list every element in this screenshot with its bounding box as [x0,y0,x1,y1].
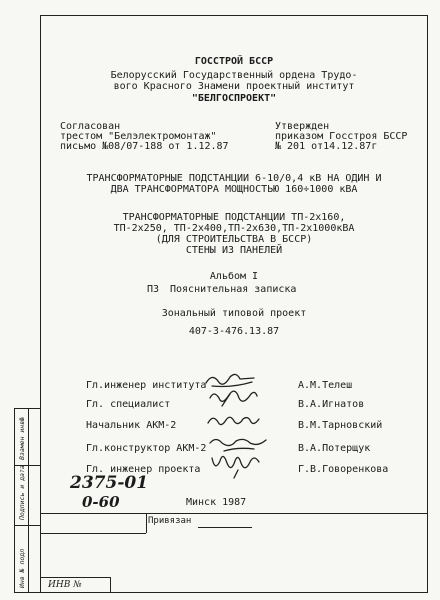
signature-name-1: А.М.Телеш [298,380,353,391]
footer-line-2 [40,533,146,534]
signature-scribble-1 [206,374,254,386]
handwritten-number: 2375-01 [70,473,149,493]
signature-name-4: В.А.Потерщук [298,443,371,454]
signature-role-5: Гл. инженер проекта [86,464,201,475]
side-label-orig-inv: Инв № подл [18,548,26,588]
title-line-1: ТРАНСФОРМАТОРНЫЕ ПОДСТАНЦИИ 6-10/0,4 кВ НА ОДИН И [86,173,382,184]
approved-order: приказом Госстроя БССР [275,131,408,142]
signature-role-2: Гл. специалист [86,399,171,410]
signature-scribble-4 [210,439,266,451]
subtitle-line-4: СТЕНЫ ИЗ ПАНЕЛЕЙ [185,245,283,256]
title-line-2: ДВА ТРАНСФОРМАТОРА МОЩНОСТЬЮ 160÷1000 кВА [110,184,358,195]
subtitle-line-1: ТРАНСФОРМАТОРНЫЕ ПОДСТАНЦИИ ТП-2х160, [122,212,346,223]
album-name: Пояснительная записка [170,284,297,295]
footer-line [40,513,428,514]
institute-name: "БЕЛГОСПРОЕКТ" [191,93,277,104]
footer-divider [146,513,147,533]
side-label-sign-date: Подпись и дата [18,465,26,520]
signature-role-3: Начальник АКМ-2 [86,420,177,431]
side-label-replace-inv: Взамен инв№ [18,416,26,460]
bound-underline [198,527,252,528]
inv-box-side [110,577,111,593]
signature-scribble-2 [210,391,257,406]
signature-name-5: Г.В.Говоренкова [298,464,389,475]
inv-label: ИНВ № [48,580,82,590]
agreed-label: Согласован [60,121,121,132]
signature-scribble-5 [212,456,259,478]
signature-name-3: В.М.Тарновский [298,420,383,431]
institute-line-1: Белорусский Государственный ордена Трудо- [110,70,358,81]
signature-name-2: В.А.Игнатов [298,399,365,410]
institute-line-2: вого Красного Знамени проектный институт [113,81,355,92]
project-number: 407-3-476.13.87 [188,326,280,337]
signature-role-4: Гл.конструктор АКМ-2 [86,443,207,454]
album-code: ПЗ [147,284,160,295]
city-year: Минск 1987 [186,497,247,508]
bound-label: Привязан [148,516,192,526]
project-type: Зональный типовой проект [161,308,307,319]
handwritten-sub: 0-60 [82,493,120,511]
agreed-trust: трестом "Белэлектромонтаж" [60,131,217,142]
org-name: ГОССТРОЙ БССР [194,56,274,67]
agreed-letter: письмо №08/07-188 от 1.12.87 [60,141,229,152]
album-label: Альбом I [209,271,259,282]
approved-label: Утвержден [275,121,330,132]
signature-scribble-3 [208,417,259,424]
subtitle-line-2: ТП-2х250, ТП-2х400,ТП-2х630,ТП-2х1000кВА [113,223,355,234]
subtitle-line-3: (ДЛЯ СТРОИТЕЛЬСТВА В БССР) [155,234,313,245]
signature-role-1: Гл.инженер института [86,380,207,391]
approved-number: № 201 от14.12.87г [275,141,378,152]
inv-box-top [40,577,110,578]
